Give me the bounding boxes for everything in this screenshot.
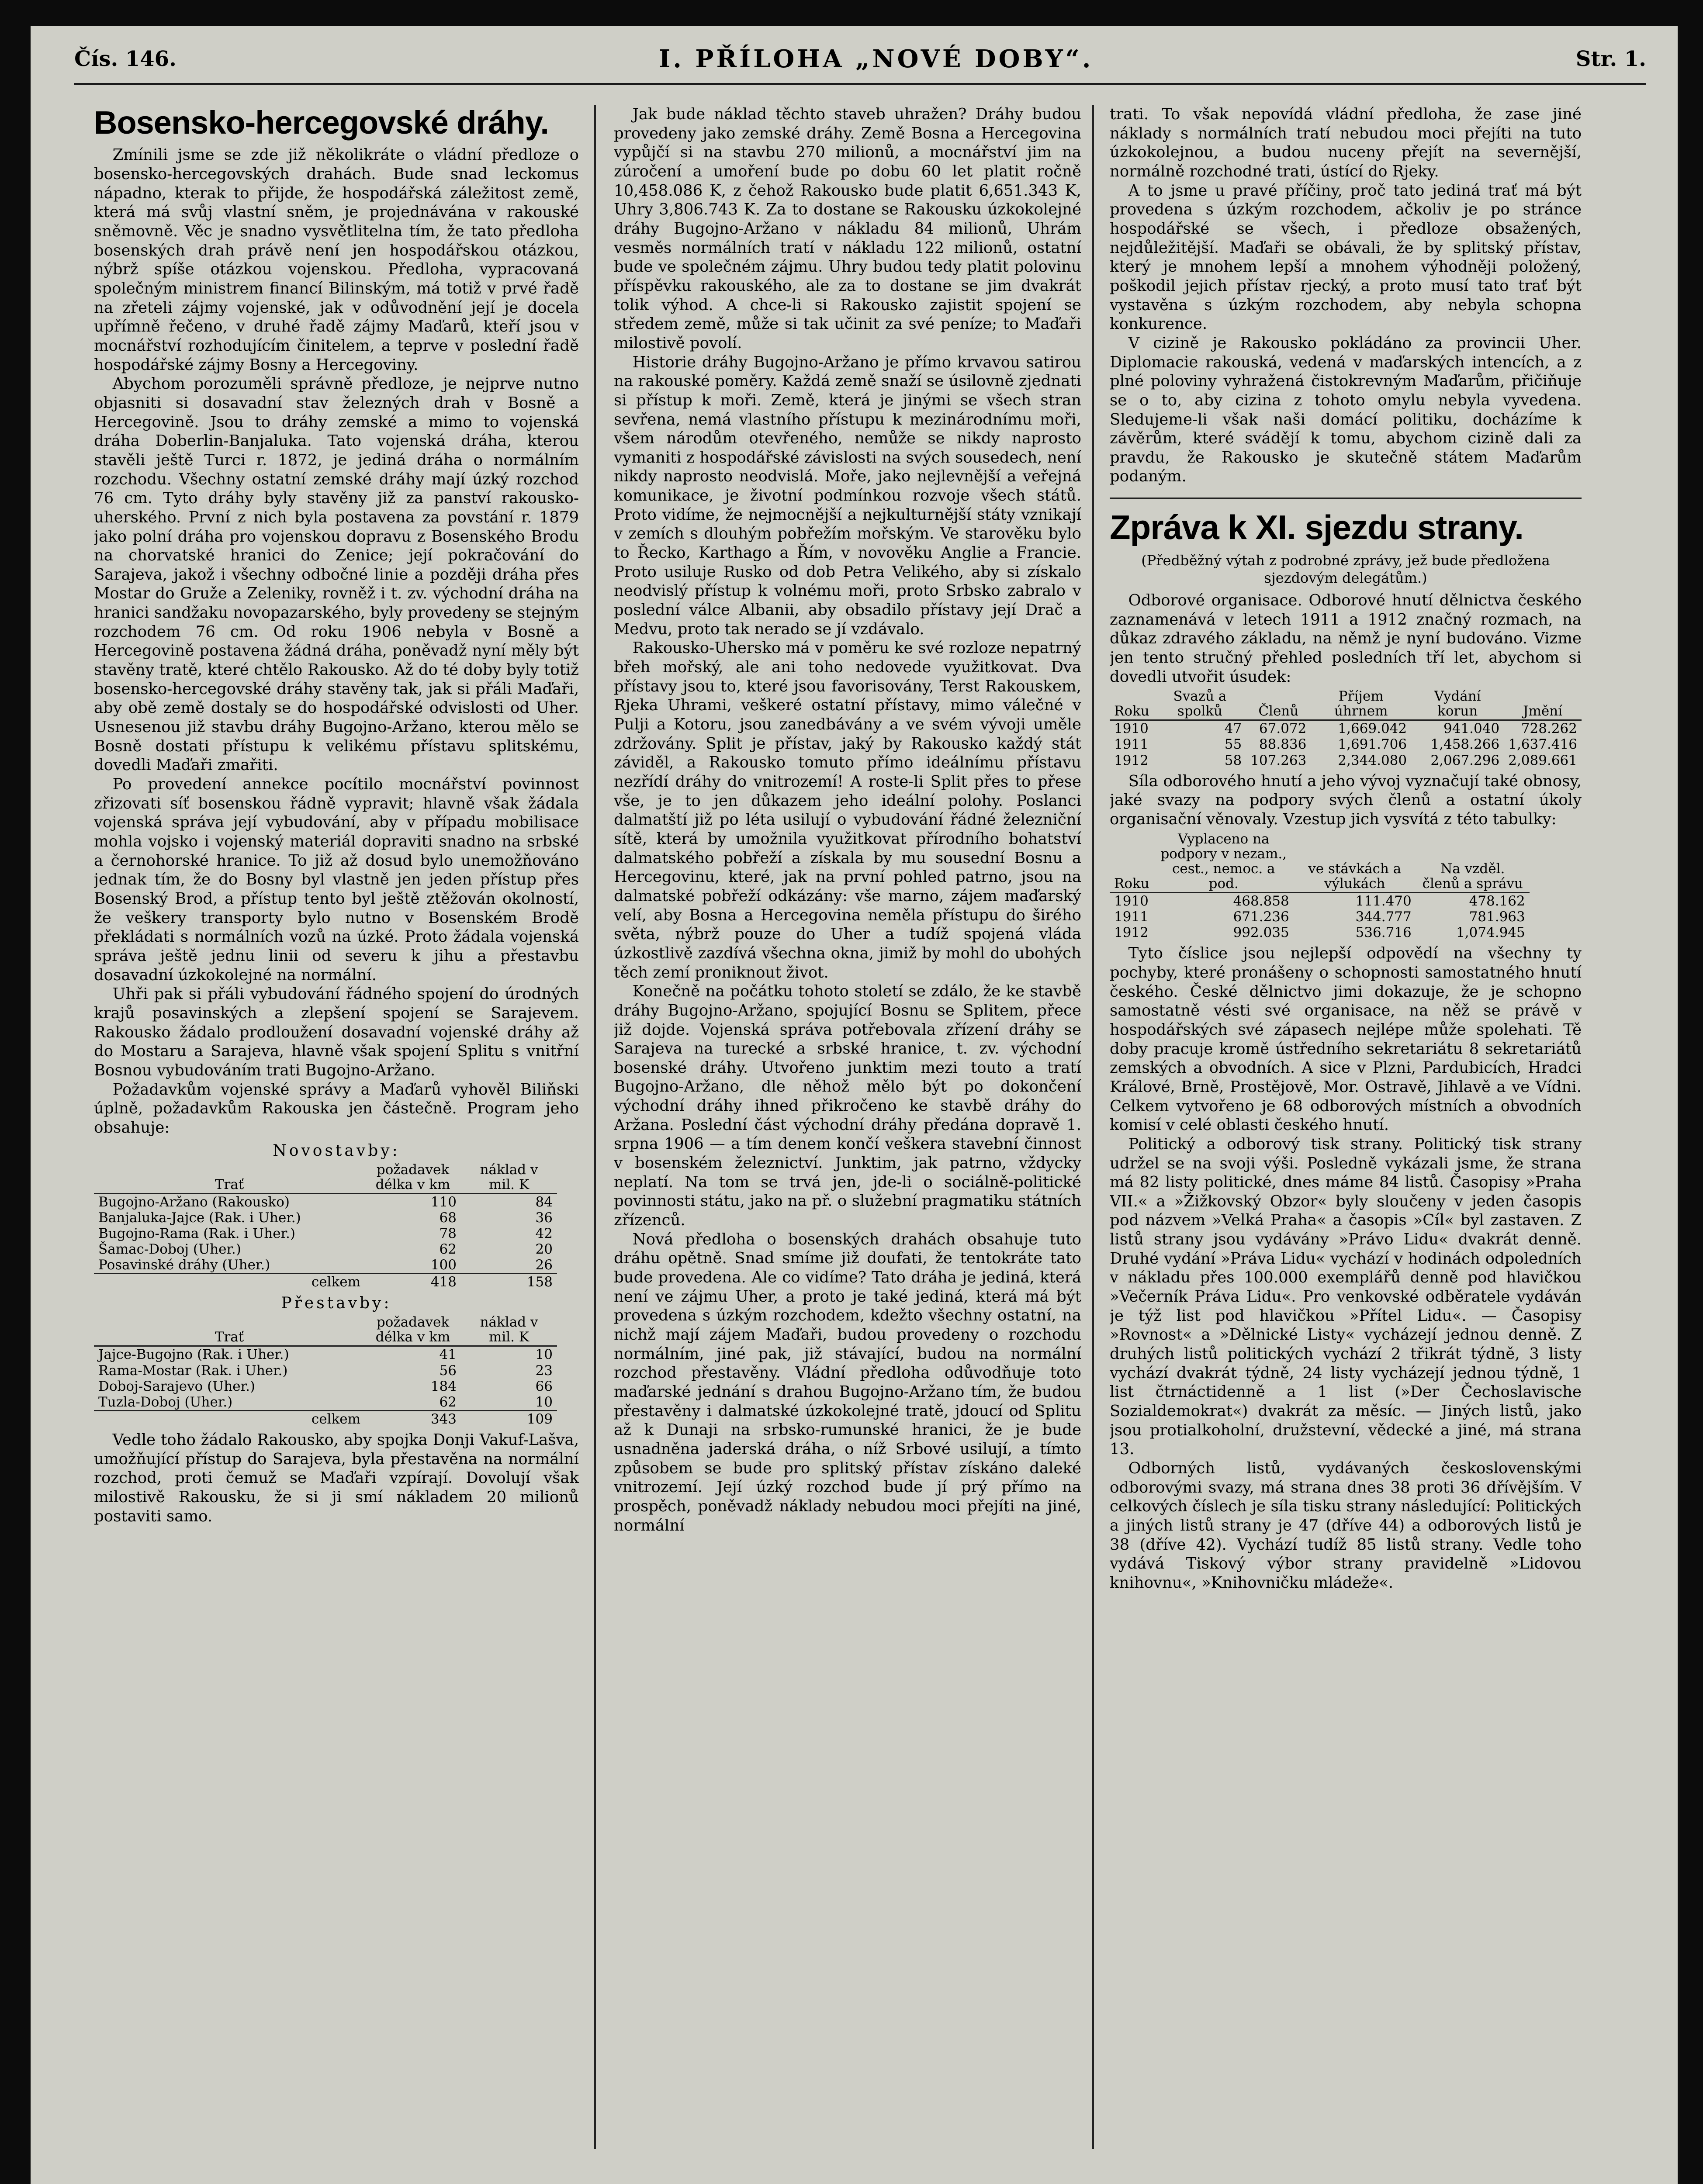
table-cell: 1910 bbox=[1114, 893, 1149, 909]
table-cell: 67.072 bbox=[1259, 721, 1307, 737]
table-cell: 62 bbox=[439, 1241, 457, 1257]
table-header: Trať bbox=[94, 1314, 365, 1346]
table-cell: 2,344.080 bbox=[1338, 752, 1407, 768]
table-row bbox=[94, 1210, 557, 1226]
table-cell: 42 bbox=[535, 1225, 553, 1241]
table-cell: 107.263 bbox=[1250, 752, 1307, 768]
table-cell: 66 bbox=[535, 1378, 553, 1394]
article-paragraph: Konečně na počátku tohoto století se zdálo, že ke stavbě dráhy Bugojno-Aržano, spojující Bosnu se Splitem, přece již dojde. Vojenská správa potřebovala zřízení dráhy se Sarajeva na turecké a srbské hranice, t. zv. východní bosenské dráhy. Utvořeno junktim mezi touto a tratí Bugojno-Aržano, dle něhož mělo být po dokončení východní dráhy ihned přikročeno ke stavbě dráhy do Aržana. Poslední část východní dráhy předána dopravě 1. srpna 1906 — a tím denem končí veškera stavební činnost v bosenském železnictví. Junktim, jak patrno, vždycky neplatí. Na tom se trvá jen, jde-li o sociálně-politické povinnosti státu, jako na př. o služební pragmatiku státních zřízenců. bbox=[614, 982, 1081, 1230]
page-number: Str. 1. bbox=[1575, 47, 1646, 71]
table-cell: 58 bbox=[1224, 752, 1242, 768]
table-row bbox=[1110, 720, 1582, 737]
table-cell: Jajce-Bugojno (Rak. i Uher.) bbox=[98, 1347, 289, 1363]
table-cell: celkem bbox=[94, 1410, 365, 1427]
article-paragraph: Uhři pak si přáli vybudování řádného spojení do úrodných krajů posavinských a zlepšení spojení se Sarajevem. Rakousko žádalo prodloužení dosavadní vojenské dráhy až do Mostaru a Sarajeva, hlavně však spojení Splitu s vnitřní Bosnou vybudováním trati Bugojno-Aržano. bbox=[94, 985, 579, 1079]
table-cell: 109 bbox=[461, 1410, 557, 1427]
issue-number: Čís. 146. bbox=[74, 47, 177, 71]
table-cell: 78 bbox=[439, 1225, 457, 1241]
article-paragraph: A to jsme u pravé příčiny, proč tato jediná trať má být provedena s úzkým rozchodem, ačkoliv je po stránce hospodářské se všech, i předloze obsažených, nejdůležitější. Maďaři se obávali, že by splitský přístav, který je mnohem lepší a mnohem výhodněji položený, poškodil jejich přístav rjecký, a proto musí tato trať být vystavěna s úzkým rozchodem, aby nebyla schopna konkurence. bbox=[1110, 181, 1582, 333]
article-paragraph: Jak bude náklad těchto staveb uhražen? Dráhy budou provedeny jako zemské dráhy. Země Bosna a Hercegovina vypůjčí si na stavbu 270 milionů, a mocnářství jim na zúročení a umoření bude po dobu 60 let platit ročně 10,458.086 K, z čehož Rakousko bude platit 6,651.343 K, Uhry 3,806.743 K. Za to dostane se Rakousku úzkokolejné dráhy Bugojno-Aržano v nákladu 84 milionů, Uhrám vesměs normálních tratí v nákladu 122 milionů, ostatní bude ve společném zájmu. Uhry budou tedy platit polovinu příspěvku rakouského, ale za to dostane se jim dvakrát tolik výhod. A chce-li si Rakousko zajistit spojení se středem země, může si tak učinit za své peníze; to Maďaři milostivě povolí. bbox=[614, 105, 1081, 352]
table-cell: 2,067.296 bbox=[1430, 752, 1500, 768]
table-header: Roku bbox=[1110, 831, 1154, 893]
table-cell: 47 bbox=[1224, 721, 1242, 737]
table-header: Vyplaceno na podpory v nezam., cest., nemoc. a pod. bbox=[1154, 831, 1294, 893]
table-cell: Posavinské dráhy (Uher.) bbox=[98, 1257, 270, 1273]
table-cell: 2,089.661 bbox=[1508, 752, 1577, 768]
table-cell: 728.262 bbox=[1521, 721, 1577, 737]
table-header: Jmění bbox=[1504, 688, 1582, 720]
article-paragraph: Po provedení annekce pocítilo mocnářství povinnost zřizovati síť bosenskou řádně vypravit; hlavně však žádala vojenská správa její vybudování, aby v případu mobilisace mohla vojsko i vojenský materiál dopraviti snadno na srbské a černohorské hranice. To již až dosud bylo unemožňováno jednak tím, že do Bosny byl vlastně jen jeden přístup přes Bosenský Brod, a přístup tento byl ještě ztěžován okolností, že veškery transporty bylo nutno v Bosenském Brodě překládati s normálních vozů na úzké. Proto žádala vojenská správa ještě jednu linii od severu k jihu a přestavbu dosavadní úzkokolejné na normální. bbox=[94, 775, 579, 984]
table-header: požadavek délka v km bbox=[365, 1314, 461, 1346]
table-header: náklad v mil. K bbox=[461, 1314, 557, 1346]
table-row bbox=[1110, 736, 1582, 752]
table-header: Trať bbox=[94, 1161, 365, 1194]
table-cell: 536.716 bbox=[1355, 925, 1412, 941]
column-2 bbox=[614, 105, 1081, 2158]
table-cell: 20 bbox=[535, 1241, 553, 1257]
table-title-rebuilds: Přestavby: bbox=[281, 1294, 392, 1313]
article-paragraph: Odborných listů, vydávaných československými odborovými svazy, má strana dnes 38 proti 36 dřívějším. V celkových číslech je síla tisku strany následující: Politických a jiných listů strany je 47 (dříve 44) a odborových listů je 38 (dříve 42). Vychází tudíž 85 listů strany. Vedle toho vydává Tiskový výbor strany pravidelně »Lidovou knihovnu«, »Knihovničku mládeže«. bbox=[1110, 1459, 1582, 1592]
table-cell: 26 bbox=[535, 1257, 553, 1273]
table-cell: 1912 bbox=[1114, 752, 1149, 768]
table-cell: 671.236 bbox=[1233, 909, 1289, 925]
table-cell: 36 bbox=[535, 1209, 553, 1226]
table-cell: 781.963 bbox=[1469, 909, 1525, 925]
article-paragraph: Požadavkům vojenské správy a Maďarů vyhověl Biliňski úplně, požadavkům Rakouska jen částečně. Program jeho obsahuje: bbox=[94, 1080, 579, 1137]
column-divider bbox=[1092, 105, 1094, 2149]
table-cell: 84 bbox=[535, 1194, 553, 1210]
article-paragraph: Vedle toho žádalo Rakousko, aby spojka Donji Vakuf-Lašva, umožňující přístup do Sarajeva, byla přestavěna na normální rozchod, proti čemuž se Maďaři vzpírají. Dovolují však milostivě Rakousku, že si ji smí nákladem 20 milionů postaviti samo. bbox=[94, 1431, 579, 1525]
column-3 bbox=[1110, 105, 1582, 2158]
table-cell: 68 bbox=[439, 1209, 457, 1226]
table-row bbox=[94, 1346, 557, 1363]
table-row bbox=[1110, 925, 1530, 940]
table-cell: 1,637.416 bbox=[1508, 736, 1577, 753]
article-paragraph: Historie dráhy Bugojno-Aržano je přímo krvavou satirou na rakouské poměry. Každá země snaží se úsilovně zjednati si přístup k moři. Země, která je jinými se všech stran sevřena, nemá vlastního přístupu k mezinárodnímu moři, všem národům otevřeného, nemůže se nikdy naprosto vymaniti z hospodářské závislosti na svých sousedech, není nikdy naprosto neodvislá. Moře, jako nejlevnější a veřejná komunikace, je životní podmínkou rozvoje všech států. Proto vidíme, že nejmocnější a nejkulturnější státy vznikají v zemích s dlouhým pobřežím mořským. Ve starověku bylo to Řecko, Karthago a Řím, v novověku Anglie a Francie. Proto usiluje Rusko od dob Petra Velikého, aby si získalo neodvislý přístup k volnému moři, proto Srbsko zabralo v poslední válce Albanii, aby obsadilo přístavy její Drač a Medvu, proto tak nerado se jí vzdávalo. bbox=[614, 353, 1081, 638]
table-cell: 1911 bbox=[1114, 909, 1149, 925]
table-header: Roku bbox=[1110, 688, 1154, 720]
table-row bbox=[94, 1379, 557, 1394]
table-cell: 1,669.042 bbox=[1338, 721, 1407, 737]
table-cell: 343 bbox=[365, 1410, 461, 1427]
table-cell: 10 bbox=[535, 1394, 553, 1410]
table-row bbox=[94, 1241, 557, 1257]
article-separator bbox=[1110, 498, 1582, 499]
table-cell: Banjaluka-Jajce (Rak. i Uher.) bbox=[98, 1209, 301, 1226]
table-cell: 1,458.266 bbox=[1430, 736, 1500, 753]
report-headline: Zpráva k XI. sjezdu strany. bbox=[1110, 508, 1523, 547]
supplement-title: I. PŘÍLOHA „NOVÉ DOBY“. bbox=[659, 45, 1094, 73]
page-header bbox=[74, 39, 1646, 79]
table-header: Na vzděl. členů a správu bbox=[1416, 831, 1530, 893]
column-divider bbox=[594, 105, 596, 2149]
table-cell: 418 bbox=[365, 1274, 461, 1290]
table-row bbox=[94, 1226, 557, 1241]
rebuilds-table bbox=[94, 1314, 557, 1427]
table-cell: 56 bbox=[439, 1362, 457, 1379]
table-cell: Bugojno-Rama (Rak. i Uher.) bbox=[98, 1225, 295, 1241]
table-cell: 88.836 bbox=[1259, 736, 1307, 753]
table-cell: 478.162 bbox=[1469, 893, 1525, 909]
table-row bbox=[1110, 753, 1582, 768]
table-row bbox=[1110, 909, 1530, 925]
union-stats-table bbox=[1110, 688, 1582, 768]
table-total-row bbox=[94, 1410, 557, 1427]
table-row bbox=[94, 1193, 557, 1210]
article-paragraph: Tyto číslice jsou nejlepší odpovědí na všechny ty pochyby, které pronášeny o schopnosti samostatného hnutí českého. České dělnictvo jimi dokazuje, že je schopno samostatně vésti své organisace, na něž se právě v hospodářských své zápasech nejlépe může spolehati. Tě doby pracuje kromě ústředního sekretariátu 8 sekretariátů zemských a obvodních. A sice v Plzni, Pardubicích, Hradci Králové, Brně, Prostějově, Mor. Ostravě, Jihlavě a ve Vídni. Celkem vytvořeno je 68 odborových místních a obvodních komisí v celé oblasti českého hnutí. bbox=[1110, 944, 1582, 1134]
article-paragraph: Rakousko-Uhersko má v poměru ke své rozloze nepatrný břeh mořský, ale ani toho nedovede využitkovat. Dva přístavy jsou to, které jsou favorisovány, Terst Rakouskem, Rjeka Uhrami, veškeré ostatní přístavy, mimo válečné v Pulji a Kotoru, jsou zanedbávány a ve svém vývoji uměle zdržovány. Split je přístav, jaký by Rakousko každý stát záviděl, a Rakousko tomuto přímo ideálnímu přístavu nezřídí dráhy do vnitrozemí! A roste-li Split přes to přese vše, je to jen důkazem jeho ideální polohy. Poslanci dalmatští již po léta usilují o vybudování řádné železniční sítě, která by umožnila využitkovat přírodního bohatství dalmatského pobřeží a získala by mu sousední Bosnu a Hercegovinu, které, jak na první pohled patrno, jsou na dalmatské pobřeží odkázány: vše marno, zájem maďarský velí, aby Bosna a Hercegovina neměla přístupu do širého světa, nýbrž pouze do Uher a tudíž spojená vláda úzkostlivě zazdívá všechna okna, jimiž by mohl do ubohých těch zemí proniknout život. bbox=[614, 639, 1081, 981]
table-cell: 62 bbox=[439, 1394, 457, 1410]
table-row bbox=[94, 1394, 557, 1411]
table-header: Svazů a spolků bbox=[1154, 688, 1246, 720]
table-cell: 158 bbox=[461, 1274, 557, 1290]
table-cell: 1,691.706 bbox=[1338, 736, 1407, 753]
table-cell: Šamac-Doboj (Uher.) bbox=[98, 1241, 241, 1257]
new-builds-table bbox=[94, 1161, 557, 1290]
table-header: Příjem úhrnem bbox=[1311, 688, 1411, 720]
column-1 bbox=[94, 105, 579, 2158]
table-cell: 992.035 bbox=[1233, 925, 1289, 941]
table-total-row bbox=[94, 1274, 557, 1290]
article-paragraph: Abychom porozuměli správně předloze, je nejprve nutno objasniti si dosavadní stav železných drah v Bosně a Hercegovině. Jsou to dráhy zemské a mimo to vojenská dráha Doberlin-Banjaluka. Tato vojenská dráha, kterou stavěli ještě Turci r. 1872, je jediná dráha o normálním rozchodu. Všechny ostatní zemské dráhy mají úzký rozchod 76 cm. Tyto dráhy byly stavěny již za panství rakousko-uherského. První z nich byla postavena za povstání r. 1879 jako polní dráha pro vojenskou dopravu z Bosenského Brodu na chorvatské hranici do Zenice; její pokračování do Sarajeva, jakož i všechny odbočné linie a později dráha přes Mostar do Gruže a Zeleniky, rovněž i t. zv. východní dráha na hranici sandžaku novopazarského, byly provedeny se stejným rozchodem 76 cm. Od roku 1906 nebyla v Bosně a Hercegovině postavena žádná dráha, poněvadž nyní měly být stavěny tratě, které chtělo Rakousko. Až do té doby byly totiž bosensko-hercegovské dráhy stavěny tak, jak si přáli Maďaři, aby obě země dostaly se do hospodářské odvislosti od Uher. Usnesenou již stavbu dráhy Bugojno-Aržano, kterou mělo se Bosně dostati přístupu k velikému přístavu splitskému, dovedli Maďaři zmařiti. bbox=[94, 375, 579, 774]
table-header: Vydání korun bbox=[1411, 688, 1504, 720]
table-header: náklad v mil. K bbox=[461, 1161, 557, 1194]
article-paragraph: Nová předloha o bosenských drahách obsahuje tuto dráhu opětně. Snad smíme již doufati, že tentokráte tato bude provedena. Ale co vidíme? Tato dráha je jediná, která není ve zájmu Uher, a proto je také jediná, která má být provedena s úzkým rozchodem, kdežto všechny ostatní, na nichž mají zájem Maďaři, budou provedeny o rozchodu normálním, jiné pak, již stávající, budou na normální rozchod přestavěny. Vládní předloha odůvodňuje toto maďarské jednání s drahou Bugojno-Aržano tím, že budou přestavěny i dalmatské úzkokolejné tratě, jdoucí od Splitu až k Dunaji na srbsko-rumunské hranici, že je bude usnadněna jaderská dráha, o níž Srbové usilují, a tímto způsobem se bude pro splitský přístav získáno daleké vnitrozemí. Její úzký rozchod bude jí prý přímo na prospěch, poněvadž náklady nebudou moci přejíti na jiné, normální bbox=[614, 1230, 1081, 1534]
table-header: Členů bbox=[1246, 688, 1311, 720]
table-cell: 41 bbox=[439, 1347, 457, 1363]
support-payments-table bbox=[1110, 831, 1530, 941]
table-title-new-builds: Novostavby: bbox=[273, 1141, 400, 1160]
table-cell: 110 bbox=[430, 1194, 457, 1210]
table-cell: 468.858 bbox=[1233, 893, 1289, 909]
table-cell: 23 bbox=[535, 1362, 553, 1379]
table-row bbox=[94, 1257, 557, 1274]
table-row bbox=[94, 1363, 557, 1379]
table-cell: 941.040 bbox=[1443, 721, 1500, 737]
table-cell: Doboj-Sarajevo (Uher.) bbox=[98, 1378, 256, 1394]
article-paragraph: Síla odborového hnutí a jeho vývoj vyznačují také obnosy, jaké svazy na podpory svých členů a ostatní úkoly organisační věnovaly. Vzestup jich vysvítá z této tabulky: bbox=[1110, 772, 1582, 828]
article-paragraph: Zmínili jsme se zde již několikráte o vládní předloze o bosensko-hercegovských drahách. Bude snad leckomus nápadno, kterak to přijde, že hospodářská záležitost země, která má svůj vlastní sněm, je projednávána v rakouské sněmovně. Věc je snadno vysvětlitelna tím, že tato předloha bosenských drah právě není jen hospodářskou otázkou, nýbrž spíše otázkou vojenskou. Předloha, vypracovaná společným ministrem financí Bilinským, má totiž v prvé řadě na zřeteli zájmy vojenské, jak v odůvodnění její je docela upřímně řečeno, v druhé řadě zájmy Maďarů, kteří jsou v mocnářství rozhodujícím činitelem, a teprve v poslední řadě hospodářské zájmy Bosny a Hercegoviny. bbox=[94, 146, 579, 374]
header-rule bbox=[74, 83, 1646, 85]
article-paragraph: V cizině je Rakousko pokládáno za provincii Uher. Diplomacie rakouská, vedená v maďarských intencích, a z plné poloviny vyhražená čistokrevným Maďarům, přičiňuje se o to, aby cizina z tohoto omylu nebyla vyvedena. Sledujeme-li však naši domácí politiku, docházíme k závěrům, které svádějí k tomu, abychom cizině dali za pravdu, že Rakousko je skutečně státem Maďarům podaným. bbox=[1110, 334, 1582, 486]
table-cell: Tuzla-Doboj (Uher.) bbox=[98, 1394, 233, 1410]
table-cell: 100 bbox=[430, 1257, 457, 1273]
article-paragraph: Politický a odborový tisk strany. Politický tisk strany udržel se na svoji výši. Posledně vykázali jsme, že strana má 82 listy politické, dnes máme 84 listů. Časopisy »Praha VII.« a »Žižkovský Obzor« byly sloučeny v jeden časopis pod názvem »Velká Praha« a časopis »Cíl« byl zastaven. Z listů strany jsou vydávány »Právo Lidu« dvakrát denně. Druhé vydání »Práva Lidu« vychází v hodinách odpoledních v nákladu přes 100.000 exemplářů denně pod hlavičkou »Večerník Práva Lidu«. Pro venkovské odběratele vydáván je týž list pod hlavičkou »Přítel Lidu«. — Časopisy »Rovnost« a »Dělnické Listy« vycházejí jednou denně. Z druhých listů politických vychází 2 třikrát týdně, 3 listy vychází dvakrát týdně, 24 listy vycházejí jednou týdně, 1 list čtrnáctidenně a 1 list (»Der Čechoslavische Sozialdemokrat«) dvakrát za měsíc. — Jiných listů, jako jsou protialkoholní, družstevní, vědecké a jiné, má strana 13. bbox=[1110, 1135, 1582, 1458]
table-cell: 10 bbox=[535, 1347, 553, 1363]
table-cell: 184 bbox=[430, 1378, 457, 1394]
table-row bbox=[1110, 893, 1530, 909]
table-cell: Bugojno-Aržano (Rakousko) bbox=[98, 1194, 290, 1210]
table-header: požadavek délka v km bbox=[365, 1161, 461, 1194]
article-paragraph: Odborové organisace. Odborové hnutí dělnictva českého zaznamenává v letech 1911 a 1912 značný rozmach, na důkaz zdravého základu, na němž je nyní budováno. Vizme jen tento stručný přehled posledních tří let, abychom si dovedli utvořit úsudek: bbox=[1110, 591, 1582, 686]
report-subtitle: (Předběžný výtah z podrobné zprávy, jež bude předložena sjezdovým delegátům.) bbox=[1141, 552, 1550, 586]
table-cell: 1,074.945 bbox=[1456, 925, 1525, 941]
table-cell: 1910 bbox=[1114, 721, 1149, 737]
table-cell: celkem bbox=[94, 1274, 365, 1290]
table-cell: 344.777 bbox=[1355, 909, 1412, 925]
table-header: ve stávkách a výlukách bbox=[1294, 831, 1416, 893]
article-headline: Bosensko-hercegovské dráhy. bbox=[94, 105, 549, 141]
table-cell: 1911 bbox=[1114, 736, 1149, 753]
table-cell: Rama-Mostar (Rak. i Uher.) bbox=[98, 1362, 288, 1379]
table-cell: 1912 bbox=[1114, 925, 1149, 941]
table-cell: 111.470 bbox=[1355, 893, 1412, 909]
article-paragraph: trati. To však nepovídá vládní předloha, že zase jiné náklady s normálních tratí nebudou moci přejíti na tuto úzkokolejnou, a budou nuceny přejít na severnější, normálně rozchodné trati, ústící do Rjeky. bbox=[1110, 105, 1582, 180]
table-cell: 55 bbox=[1224, 736, 1242, 753]
